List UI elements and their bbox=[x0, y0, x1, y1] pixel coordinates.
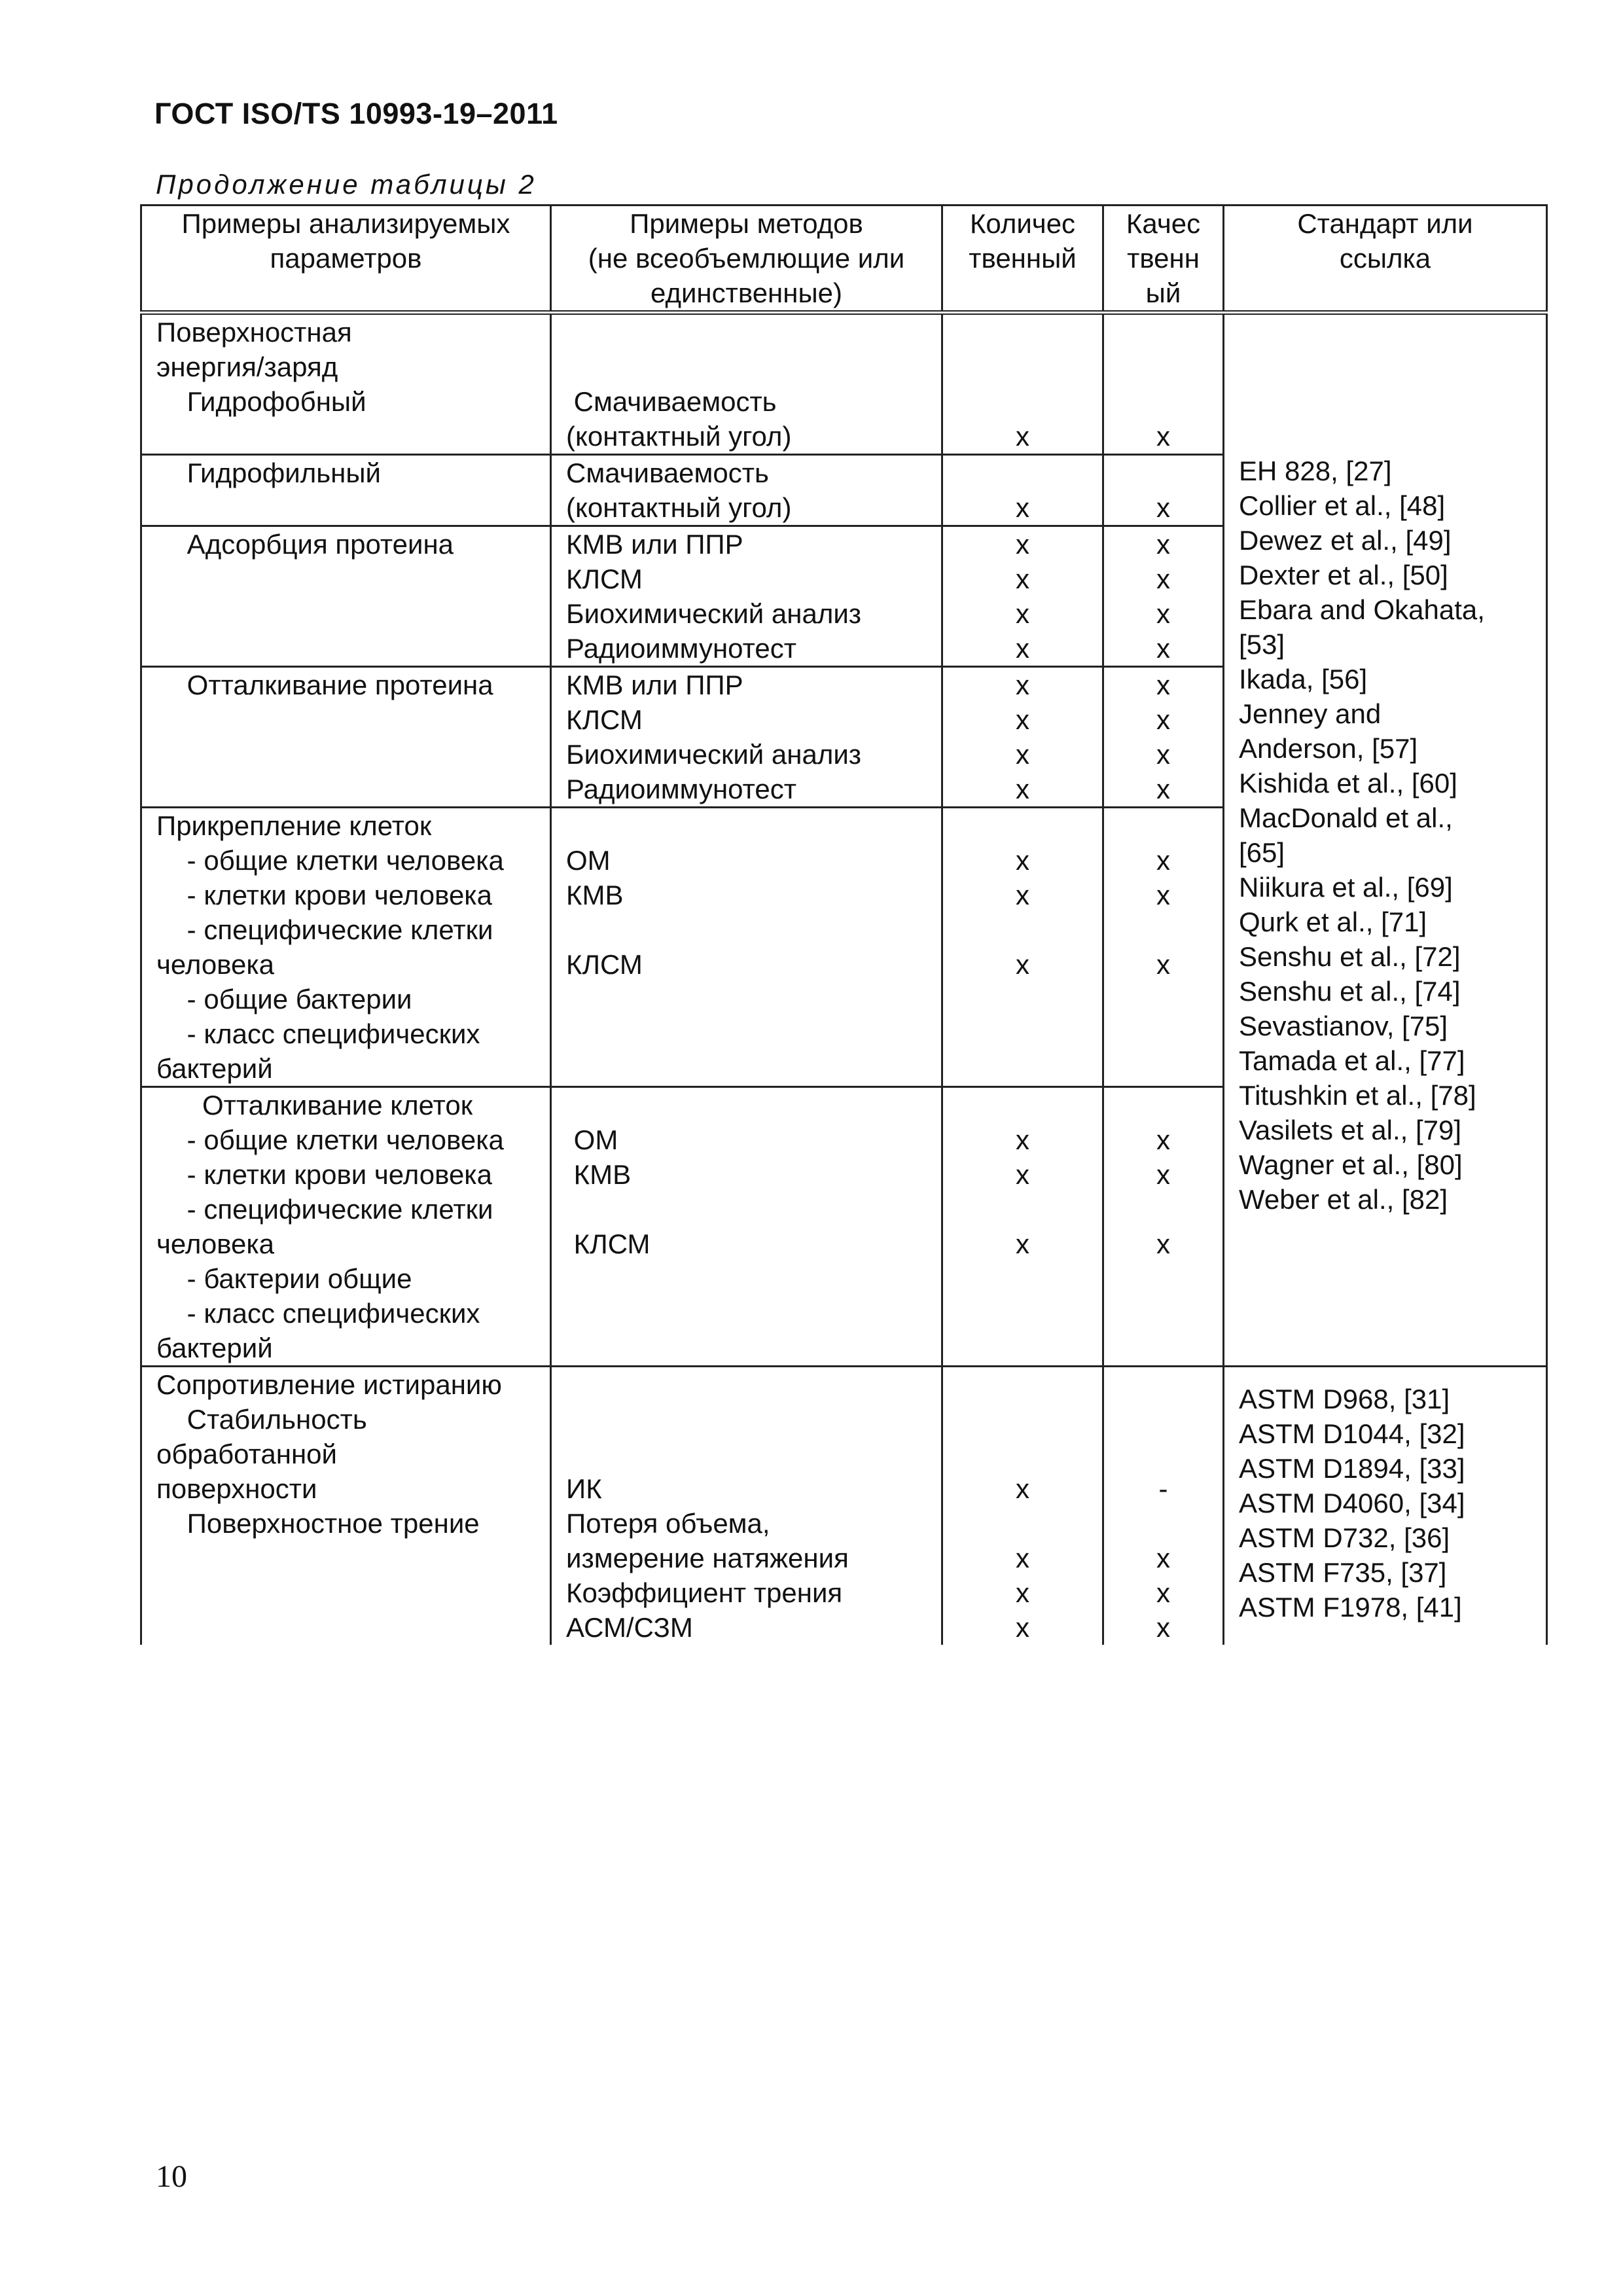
qualitative-cell: x x x bbox=[1103, 1087, 1224, 1367]
parameter-cell: Отталкивание протеина bbox=[141, 667, 551, 808]
table-caption: Продолжение таблицы 2 bbox=[156, 169, 537, 200]
table-row bbox=[141, 313, 1547, 455]
method-cell: Смачиваемость (контактный угол) bbox=[551, 313, 942, 455]
column-header-reference: Стандарт или ссылка bbox=[1224, 206, 1547, 313]
quantitative-cell: x x x x bbox=[942, 526, 1103, 667]
column-header-methods: Примеры методов (не всеобъемлющие или единственные) bbox=[551, 206, 942, 313]
method-cell: КМВ или ППР КЛСМ Биохимический анализ Радиоиммунотест bbox=[551, 526, 942, 667]
quantitative-cell: x bbox=[942, 455, 1103, 526]
parameter-cell: Прикрепление клеток - общие клетки человека - клетки крови человека - специфические клетки человека - общие бактерии - класс специфических бактерий bbox=[141, 808, 551, 1087]
quantitative-cell: x x x x bbox=[942, 667, 1103, 808]
document-id: ГОСТ ISO/TS 10993-19–2011 bbox=[154, 97, 558, 130]
reference-cell: ЕН 828, [27] Collier et al., [48] Dewez et al., [49] Dexter et al., [50] Ebara and Okahata, [53] Ikada, [56] Jenney and Anderson, [57] Kishida et al., [60] MacDonald et al., [65] Niikura et al., [69] Qurk et al., [71] Senshu et al., [72] Senshu et al., [74] Sevastianov, [75] Tamada et al., [77] Titushkin et al., [78] Vasilets et al., [79] Wagner et al., [80] Weber et al., [82] bbox=[1224, 313, 1547, 1367]
table-row bbox=[141, 1367, 1547, 1645]
column-header-qualitative: Качес твенн ый bbox=[1103, 206, 1224, 313]
quantitative-cell: x x x bbox=[942, 1087, 1103, 1367]
parameter-cell: Адсорбция протеина bbox=[141, 526, 551, 667]
method-cell: ОМ КМВ КЛСМ bbox=[551, 1087, 942, 1367]
method-cell: ИК Потеря объема, измерение натяжения Коэффициент трения АСМ/СЗМ bbox=[551, 1367, 942, 1645]
column-header-quantitative: Количес твенный bbox=[942, 206, 1103, 313]
method-cell: ОМ КМВ КЛСМ bbox=[551, 808, 942, 1087]
quantitative-cell: x bbox=[942, 313, 1103, 455]
parameter-cell: Отталкивание клеток - общие клетки человека - клетки крови человека - специфические клетки человека - бактерии общие - класс специфических бактерий bbox=[141, 1087, 551, 1367]
parameter-cell: Поверхностная энергия/заряд Гидрофобный bbox=[141, 313, 551, 455]
parameter-cell: Сопротивление истиранию Стабильность обработанной поверхности Поверхностное трение bbox=[141, 1367, 551, 1645]
reference-cell: ASTM D968, [31] ASTM D1044, [32] ASTM D1894, [33] ASTM D4060, [34] ASTM D732, [36] ASTM F735, [37] ASTM F1978, [41] bbox=[1224, 1367, 1547, 1645]
qualitative-cell: x bbox=[1103, 455, 1224, 526]
qualitative-cell: x bbox=[1103, 313, 1224, 455]
method-cell: КМВ или ППР КЛСМ Биохимический анализ Радиоиммунотест bbox=[551, 667, 942, 808]
methods-table bbox=[140, 204, 1548, 1645]
qualitative-cell: x x x x bbox=[1103, 667, 1224, 808]
quantitative-cell: x x x bbox=[942, 808, 1103, 1087]
parameter-cell: Гидрофильный bbox=[141, 455, 551, 526]
method-cell: Смачиваемость (контактный угол) bbox=[551, 455, 942, 526]
table-header-row bbox=[141, 206, 1547, 313]
qualitative-cell: - x x x bbox=[1103, 1367, 1224, 1645]
quantitative-cell: x x x x bbox=[942, 1367, 1103, 1645]
column-header-parameters: Примеры анализируемых параметров bbox=[141, 206, 551, 313]
qualitative-cell: x x x bbox=[1103, 808, 1224, 1087]
qualitative-cell: x x x x bbox=[1103, 526, 1224, 667]
page-number: 10 bbox=[156, 2159, 187, 2194]
